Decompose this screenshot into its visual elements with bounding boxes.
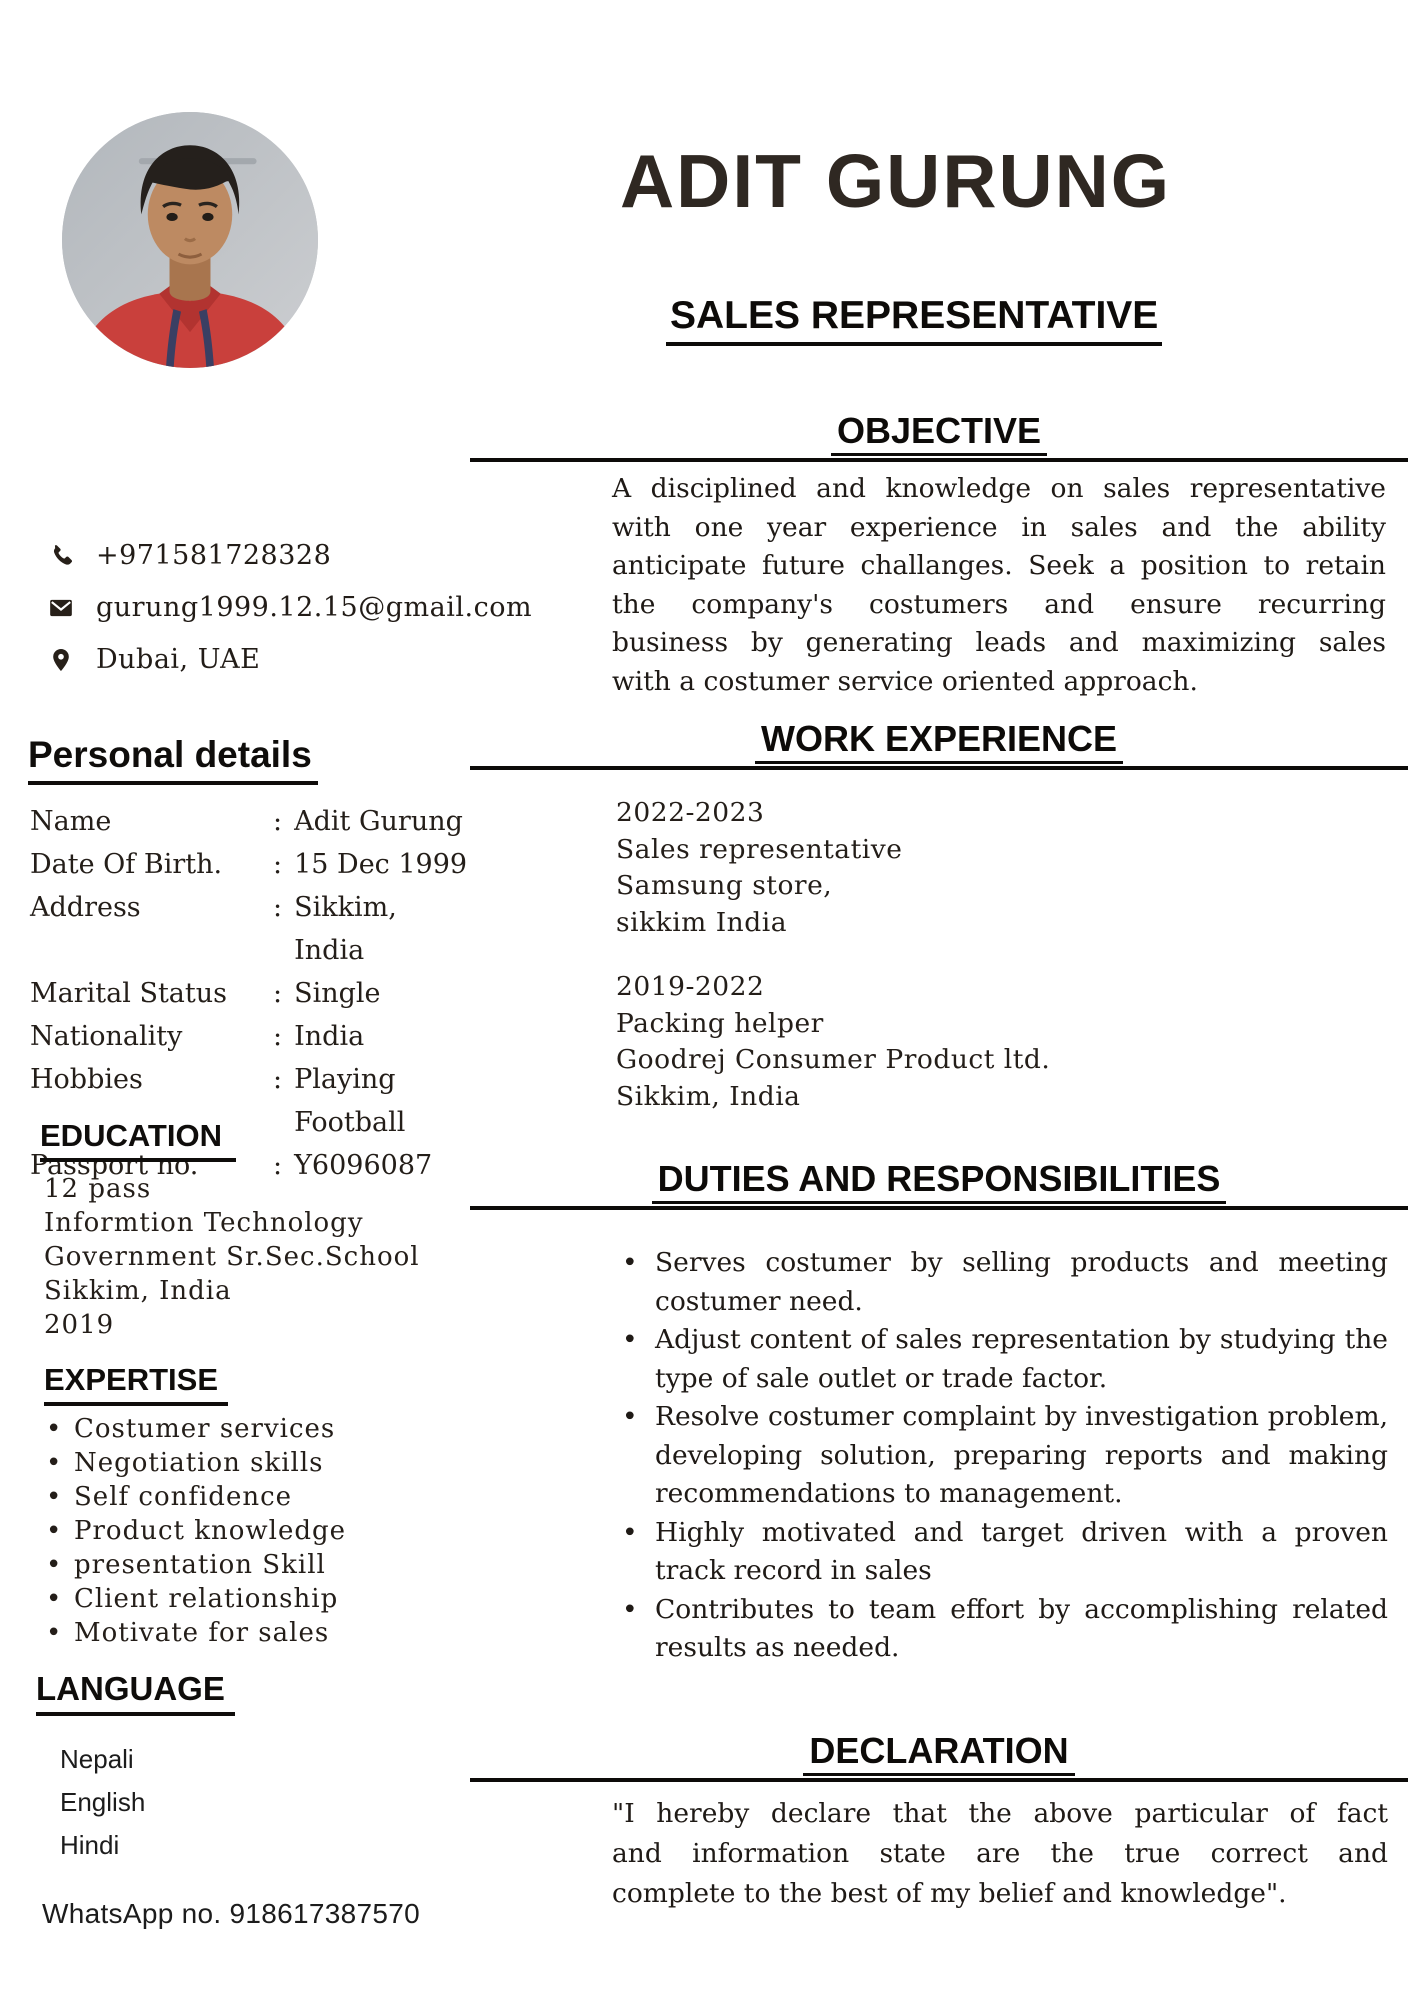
language-list [60,1738,145,1867]
bullet-icon [46,1548,62,1582]
table-row [30,843,470,886]
expertise-list [44,1412,346,1650]
list-item [44,1582,346,1616]
education-heading: EDUCATION [40,1118,236,1162]
paragraph-line: and information state are the true correct and [612,1838,1388,1869]
detail-value: 15 Dec 1999 [294,849,468,880]
language-item: Nepali [60,1744,134,1774]
expertise-heading: EXPERTISE [44,1362,228,1406]
detail-label: Passport no. [30,1150,199,1181]
job-period: 2019-2022 [616,971,765,1002]
paragraph-line: the company's costumers and ensure recurring [612,588,1386,620]
paragraph-line: with one year experience in sales and the ability [612,511,1386,543]
expertise-item-label: Client relationship [74,1584,339,1614]
detail-label: Hobbies [30,1064,143,1095]
bullet-icon [622,1591,638,1630]
duty-text [655,1321,1388,1398]
education-line: Sikkim, India [44,1276,232,1306]
detail-separator: : [273,978,283,1009]
objective-section-rule [470,410,1408,462]
profile-photo-illustration [62,112,318,368]
paragraph-line: Resolve costumer complaint by investigation problem, [655,1401,1388,1432]
duties-heading: DUTIES AND RESPONSIBILITIES [652,1158,1227,1204]
education-line: 12 pass [44,1174,152,1204]
table-row [30,800,470,843]
detail-value: Sikkim, India [294,892,397,966]
duty-text [655,1514,1388,1591]
education-line: Government Sr.Sec.School [44,1242,420,1272]
objective-heading: OBJECTIVE [831,410,1047,456]
expertise-item-label: Negotiation skills [74,1448,324,1478]
bullet-icon [46,1616,62,1650]
job-location: sikkim India [616,906,787,938]
paragraph-line: Contributes to team effort by accomplishing related [655,1593,1388,1625]
bullet-icon [622,1321,638,1360]
job-company: Samsung store, [616,870,833,901]
bullet-icon [622,1398,638,1437]
phone-icon [48,543,74,569]
job-company: Goodrej Consumer Product ltd. [616,1044,1051,1075]
education-line: 2019 [44,1310,115,1340]
detail-label: Name [30,806,112,837]
education-line: Informtion Technology [44,1208,364,1238]
duty-text [655,1398,1388,1514]
paragraph-line: track record in sales [655,1555,932,1586]
detail-separator: : [273,849,283,880]
expertise-item-label: Product knowledge [74,1516,347,1546]
paragraph-line: Serves costumer by selling products and meeting [655,1247,1388,1278]
phone-number: +971581728328 [96,540,332,571]
detail-value: Playing Football [294,1064,406,1138]
table-row [30,886,470,972]
detail-value: India [294,1021,365,1052]
paragraph-line: anticipate future challanges. Seek a position to retain [612,550,1386,581]
duty-text [655,1591,1388,1668]
paragraph-line: business by generating leads and maximizing sales [612,627,1386,658]
paragraph-line: with a costumer service oriented approach. [612,665,1198,697]
paragraph-line: costumer need. [655,1285,863,1317]
paragraph-line: "I hereby declare that the above particular of fact [612,1798,1388,1829]
bullet-icon [46,1480,62,1514]
declaration-section-rule [470,1730,1408,1782]
detail-value: Y6096087 [294,1150,433,1181]
paragraph-line: Highly motivated and target driven with a proven [655,1516,1388,1548]
language-heading: LANGUAGE [36,1670,235,1716]
work-experience-section-rule [470,718,1408,770]
contact-phone-row [48,540,331,571]
language-item: English [60,1787,146,1817]
bullet-icon [622,1244,638,1283]
detail-label: Nationality [30,1021,183,1052]
bullet-icon [622,1514,638,1553]
education-lines [44,1172,420,1342]
detail-separator: : [273,1064,283,1095]
expertise-item-label: Self confidence [74,1482,293,1512]
whatsapp-number: WhatsApp no. 918617387570 [42,1898,421,1929]
bullet-icon [46,1446,62,1480]
table-row [30,1015,470,1058]
location-text: Dubai, UAE [96,644,261,675]
expertise-item-label: Costumer services [74,1414,336,1444]
detail-label: Address [30,892,141,923]
declaration-heading: DECLARATION [803,1730,1074,1776]
candidate-name: ADIT GURUNG [620,139,1172,223]
job-title-line: Packing helper [616,1007,824,1039]
paragraph-line: developing solution, preparing reports and making [655,1439,1388,1471]
personal-details-heading: Personal details [28,734,318,785]
paragraph-line: A disciplined and knowledge on sales representative [612,473,1386,504]
detail-value: Adit Gurung [294,806,463,837]
paragraph-line: type of sale outlet or trade factor. [655,1362,1108,1394]
job-location: Sikkim, India [616,1080,801,1112]
expertise-item-label: Motivate for sales [74,1618,330,1648]
bullet-icon [46,1412,62,1446]
list-item [44,1412,346,1446]
declaration-text [612,1794,1388,1914]
duty-text [655,1244,1388,1321]
language-item: Hindi [60,1830,120,1860]
detail-separator: : [273,892,283,923]
contact-email-row [48,592,532,623]
location-pin-icon [48,647,74,673]
contact-location-row [48,644,260,675]
detail-value: Single [294,978,381,1009]
detail-label: Date Of Birth. [30,849,223,880]
list-item [618,1514,1388,1591]
job-title-line: Sales representative [616,833,903,865]
detail-separator: : [273,1150,283,1181]
profile-photo [62,112,318,368]
email-address: gurung1999.12.15@gmail.com [96,592,533,623]
table-row [30,972,470,1015]
list-item [44,1446,346,1480]
paragraph-line: Adjust content of sales representation by studying the [655,1324,1388,1355]
duties-list [618,1244,1388,1668]
list-item [44,1480,346,1514]
bullet-icon [46,1514,62,1548]
paragraph-line: recommendations to management. [655,1478,1123,1509]
job-title: SALES REPRESENTATIVE [666,294,1162,346]
expertise-item-label: presentation Skill [74,1550,326,1580]
list-item [44,1514,346,1548]
job-period: 2022-2023 [616,797,765,828]
duties-section-rule [470,1158,1408,1210]
list-item [44,1616,346,1650]
list-item [618,1398,1388,1514]
list-item [44,1548,346,1582]
list-item [618,1591,1388,1668]
paragraph-line: complete to the best of my belief and knowledge". [612,1878,1287,1909]
job-entry [616,969,1050,1115]
envelope-icon [48,595,74,621]
objective-text [612,470,1386,701]
list-item [618,1321,1388,1398]
job-entry [616,795,1050,941]
bullet-icon [46,1582,62,1616]
detail-separator: : [273,1021,283,1052]
detail-label: Marital Status [30,978,227,1009]
list-item [618,1244,1388,1321]
work-experience-heading: WORK EXPERIENCE [755,718,1123,764]
work-experience-list [616,795,1050,1115]
detail-separator: : [273,806,283,837]
paragraph-line: results as needed. [655,1632,900,1663]
